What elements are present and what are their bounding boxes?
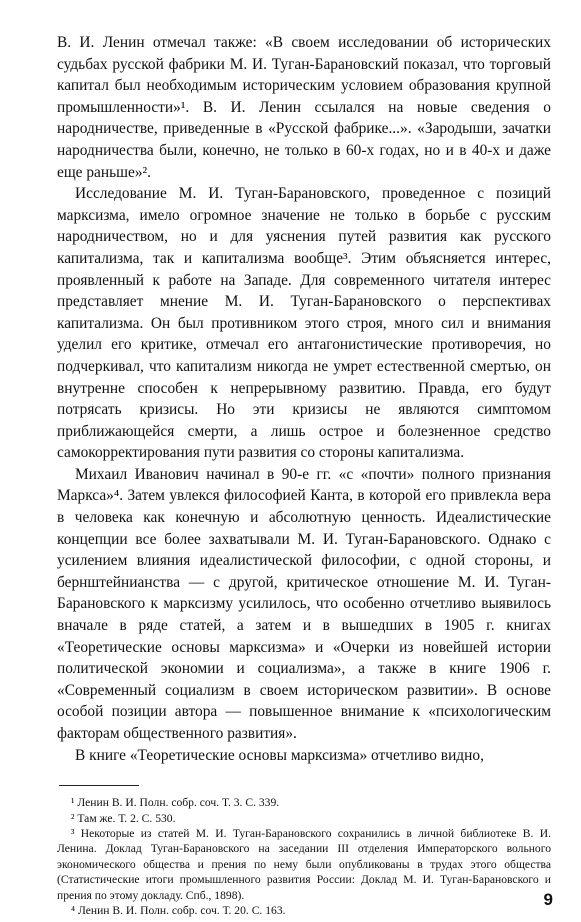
paragraph-4: В книге «Теоретические основы марксизма» отчетливо видно, — [75, 746, 484, 764]
main-text — [57, 32, 551, 766]
footnote-1: ¹ Ленин В. И. Полн. собр. соч. Т. 3. С. 339. — [71, 796, 280, 810]
paragraph-2: Исследование М. И. Туган-Барановского, проведенное с позиций марксизма, имело огромное значение не только в борьбе с русским народничеством, но и для уяснения путей развития как русского капитализма, так и капитализма вообще³. Этим объясняется интерес, проявленный к работе на Западе. Для современного читателя интерес представляет мнение М. И. Туган-Барановского о перспективах капитализма. Он был противником этого строя, много сил и внимания уделил его критике, отмечал его антагонистические противоречия, но подчеркивал, что капитализм никогда не умрет естественной смертью, он внутренне способен к непрерывному развитию. Правда, его будут потрясать кризисы. Но эти кризисы не являются симптомом приближающейся смерти, а лишь острое и болезненное средство самокорректирования пути развития со стороны капитализма. — [57, 185, 551, 462]
footnotes — [57, 795, 551, 918]
footnote-4: ⁴ Ленин В. И. Полн. собр. соч. Т. 20. С. 163. — [71, 904, 286, 918]
paragraph-3: Михаил Иванович начинал в 90-е гг. «с «почти» полного признания Маркса»⁴. Затем увлекся философией Канта, в которой его привлекла вера в человека как конечную и абсолютную ценность. Идеалистические концепции все более захватывали М. И. Туган-Барановского. Однако с усилением влияния идеалистической философии, с одной стороны, и бернштейнианства — с другой, критическое отношение М. И. Туган-Барановского к марксизму усилилось, что особенно отчетливо выявилось вначале в ряде статей, а затем и в вышедших в 1905 г. книгах «Теоретические основы марксизма» и «Очерки из новейшей истории политической экономии и социализма», а также в книге 1906 г. «Современный социализм в своем историческом развитии». В основе особой позиции автора — повышенное внимание к «психологическим факторам общественного развития». — [57, 465, 551, 742]
paragraph-1: В. И. Ленин отмечал также: «В своем исследовании об исторических судьбах русской фабрики М. И. Туган-Барановский показал, что торговый капитал был необходимым историческим условием образования крупной промышленности»¹. В. И. Ленин ссылался на новые сведения о народничестве, приведенные в «Русской фабрике...». «Зародыши, зачатки народничества были, конечно, не только в 60-х годах, но и в 40-х и даже еще раньше»². — [57, 34, 551, 181]
footnote-3: ³ Некоторые из статей М. И. Туган-Барановского сохранились в личной библиотеке В. И. Ленина. Доклад Туган-Барановского на заседании III отделения Императорского вольного экономического общества и прения по нему были опубликованы в трудах этого общества (Статистические итоги промышленного развития России: Доклад М. И. Туган-Барановского и прения по этому докладу. Спб., 1898). — [57, 827, 551, 902]
footnote-2: ² Там же. Т. 2. С. 530. — [71, 811, 176, 825]
page-number: 9 — [543, 890, 553, 909]
footnote-divider — [59, 785, 139, 786]
